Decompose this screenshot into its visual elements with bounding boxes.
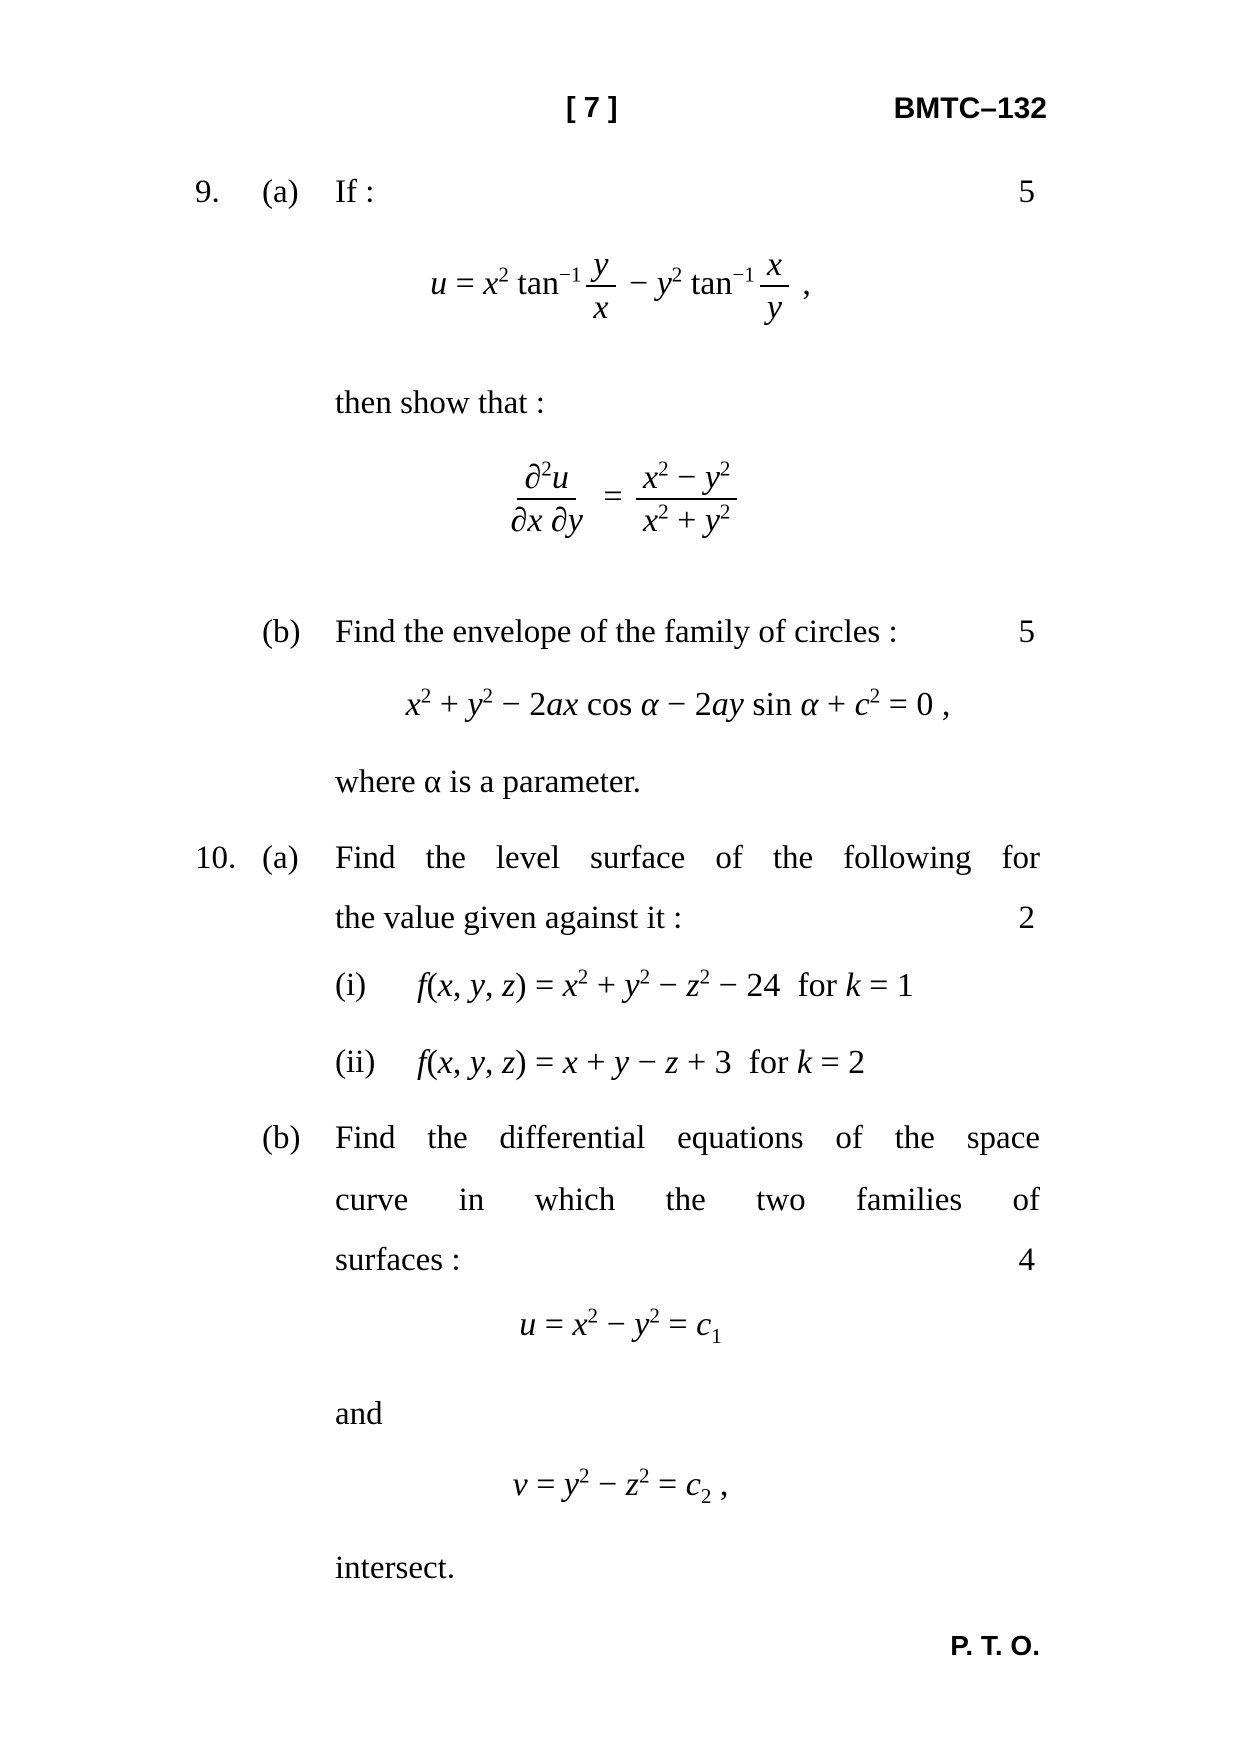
q9b-marks: 5 bbox=[1018, 614, 1035, 650]
q10b-line2-row bbox=[0, 1180, 1241, 1226]
pto-label: P. T. O. bbox=[950, 1630, 1040, 1661]
q9b-text: Find the envelope of the family of circles : bbox=[335, 614, 898, 650]
q9-number: 9. bbox=[195, 174, 220, 210]
q9b-where-text: where α is a parameter. bbox=[335, 764, 641, 800]
q9a-marks: 5 bbox=[1018, 174, 1035, 210]
q10b-equation-u: $u = x^2 - y^2 = c_1$ bbox=[519, 1303, 722, 1348]
fraction: $\frac{x}{y}$ bbox=[760, 245, 789, 327]
q10b-line1: Find the differential equations of the space bbox=[335, 1120, 1040, 1156]
q10b-outro: intersect. bbox=[335, 1550, 456, 1586]
q10a-item-i-label: (i) bbox=[335, 967, 367, 1003]
q10b-marks: 4 bbox=[1018, 1242, 1035, 1278]
fraction: $\frac{y}{x}$ bbox=[586, 245, 615, 327]
q10a-item-i-row bbox=[0, 965, 1241, 1011]
q10b-line2: curve in which the two families of bbox=[335, 1182, 1040, 1218]
q10b-and-text: and bbox=[335, 1396, 383, 1432]
q9a-equation-partial: $\frac{\partial^2u}{\partial x \partial y}$ = $\frac{x^2 - y^2}{x^2 + y^2}$ bbox=[180, 458, 1061, 540]
q10a-line1-row bbox=[0, 838, 1241, 884]
paper-code: BMTC–132 bbox=[893, 92, 1047, 125]
q10a-label: (a) bbox=[262, 840, 299, 876]
q9a-intro: If : bbox=[335, 174, 375, 210]
q10a-item-ii-label: (ii) bbox=[335, 1044, 376, 1080]
q10a-line2: the value given against it : bbox=[335, 900, 683, 936]
q9b-equation-circles: $x^2 + y^2 - 2ax$ cos α − 2ay $\sin \alpha + c^2 = 0$ , bbox=[405, 683, 951, 723]
q9b-where-row bbox=[0, 762, 1241, 808]
q10b-line3-row bbox=[0, 1240, 1241, 1286]
q10a-line2-row bbox=[0, 898, 1241, 944]
q9b-text-row bbox=[0, 612, 1241, 658]
q9a-intro-row bbox=[0, 172, 1241, 218]
q9a-equation-u: $u = x^2$ $\tan^{-1}$ $\frac{y}{x}$ − $y^2$ $\tan^{-1}$ $\frac{x}{y}$ , bbox=[430, 246, 811, 327]
q9a-label: (a) bbox=[262, 174, 299, 210]
q10b-line1-row bbox=[0, 1118, 1241, 1164]
q10a-item-ii-row bbox=[0, 1042, 1241, 1088]
q10a-item-i-equation: f(x, y, $z) = x^2 + y^2 - z^2 - 24$ for k = 1 bbox=[417, 964, 914, 1004]
q9b-label: (b) bbox=[262, 614, 301, 650]
fraction: $\frac{x^2 - y^2}{x^2 + y^2}$ bbox=[636, 458, 737, 540]
q9a-then-row bbox=[0, 383, 1241, 429]
q10a-marks: 2 bbox=[1018, 900, 1035, 936]
fraction: $\frac{\partial^2u}{\partial x \partial y}$ bbox=[510, 456, 583, 540]
q10a-line1: Find the level surface of the following for bbox=[335, 840, 1040, 876]
q10-number: 10. bbox=[195, 840, 237, 876]
page-number: [ 7 ] bbox=[566, 92, 618, 124]
q10a-item-ii-equation: f(x, y, z) = x + y − z + 3 for k = 2 bbox=[417, 1044, 866, 1081]
q10b-label: (b) bbox=[262, 1120, 301, 1156]
q10b-and-row bbox=[0, 1394, 1241, 1440]
q10b-outro-row bbox=[0, 1548, 1241, 1594]
q10b-line3: surfaces : bbox=[335, 1242, 461, 1278]
q10b-equation-v: $v = y^2 - z^2 = c_2$ , bbox=[512, 1463, 729, 1508]
q9a-then-text: then show that : bbox=[335, 385, 545, 421]
